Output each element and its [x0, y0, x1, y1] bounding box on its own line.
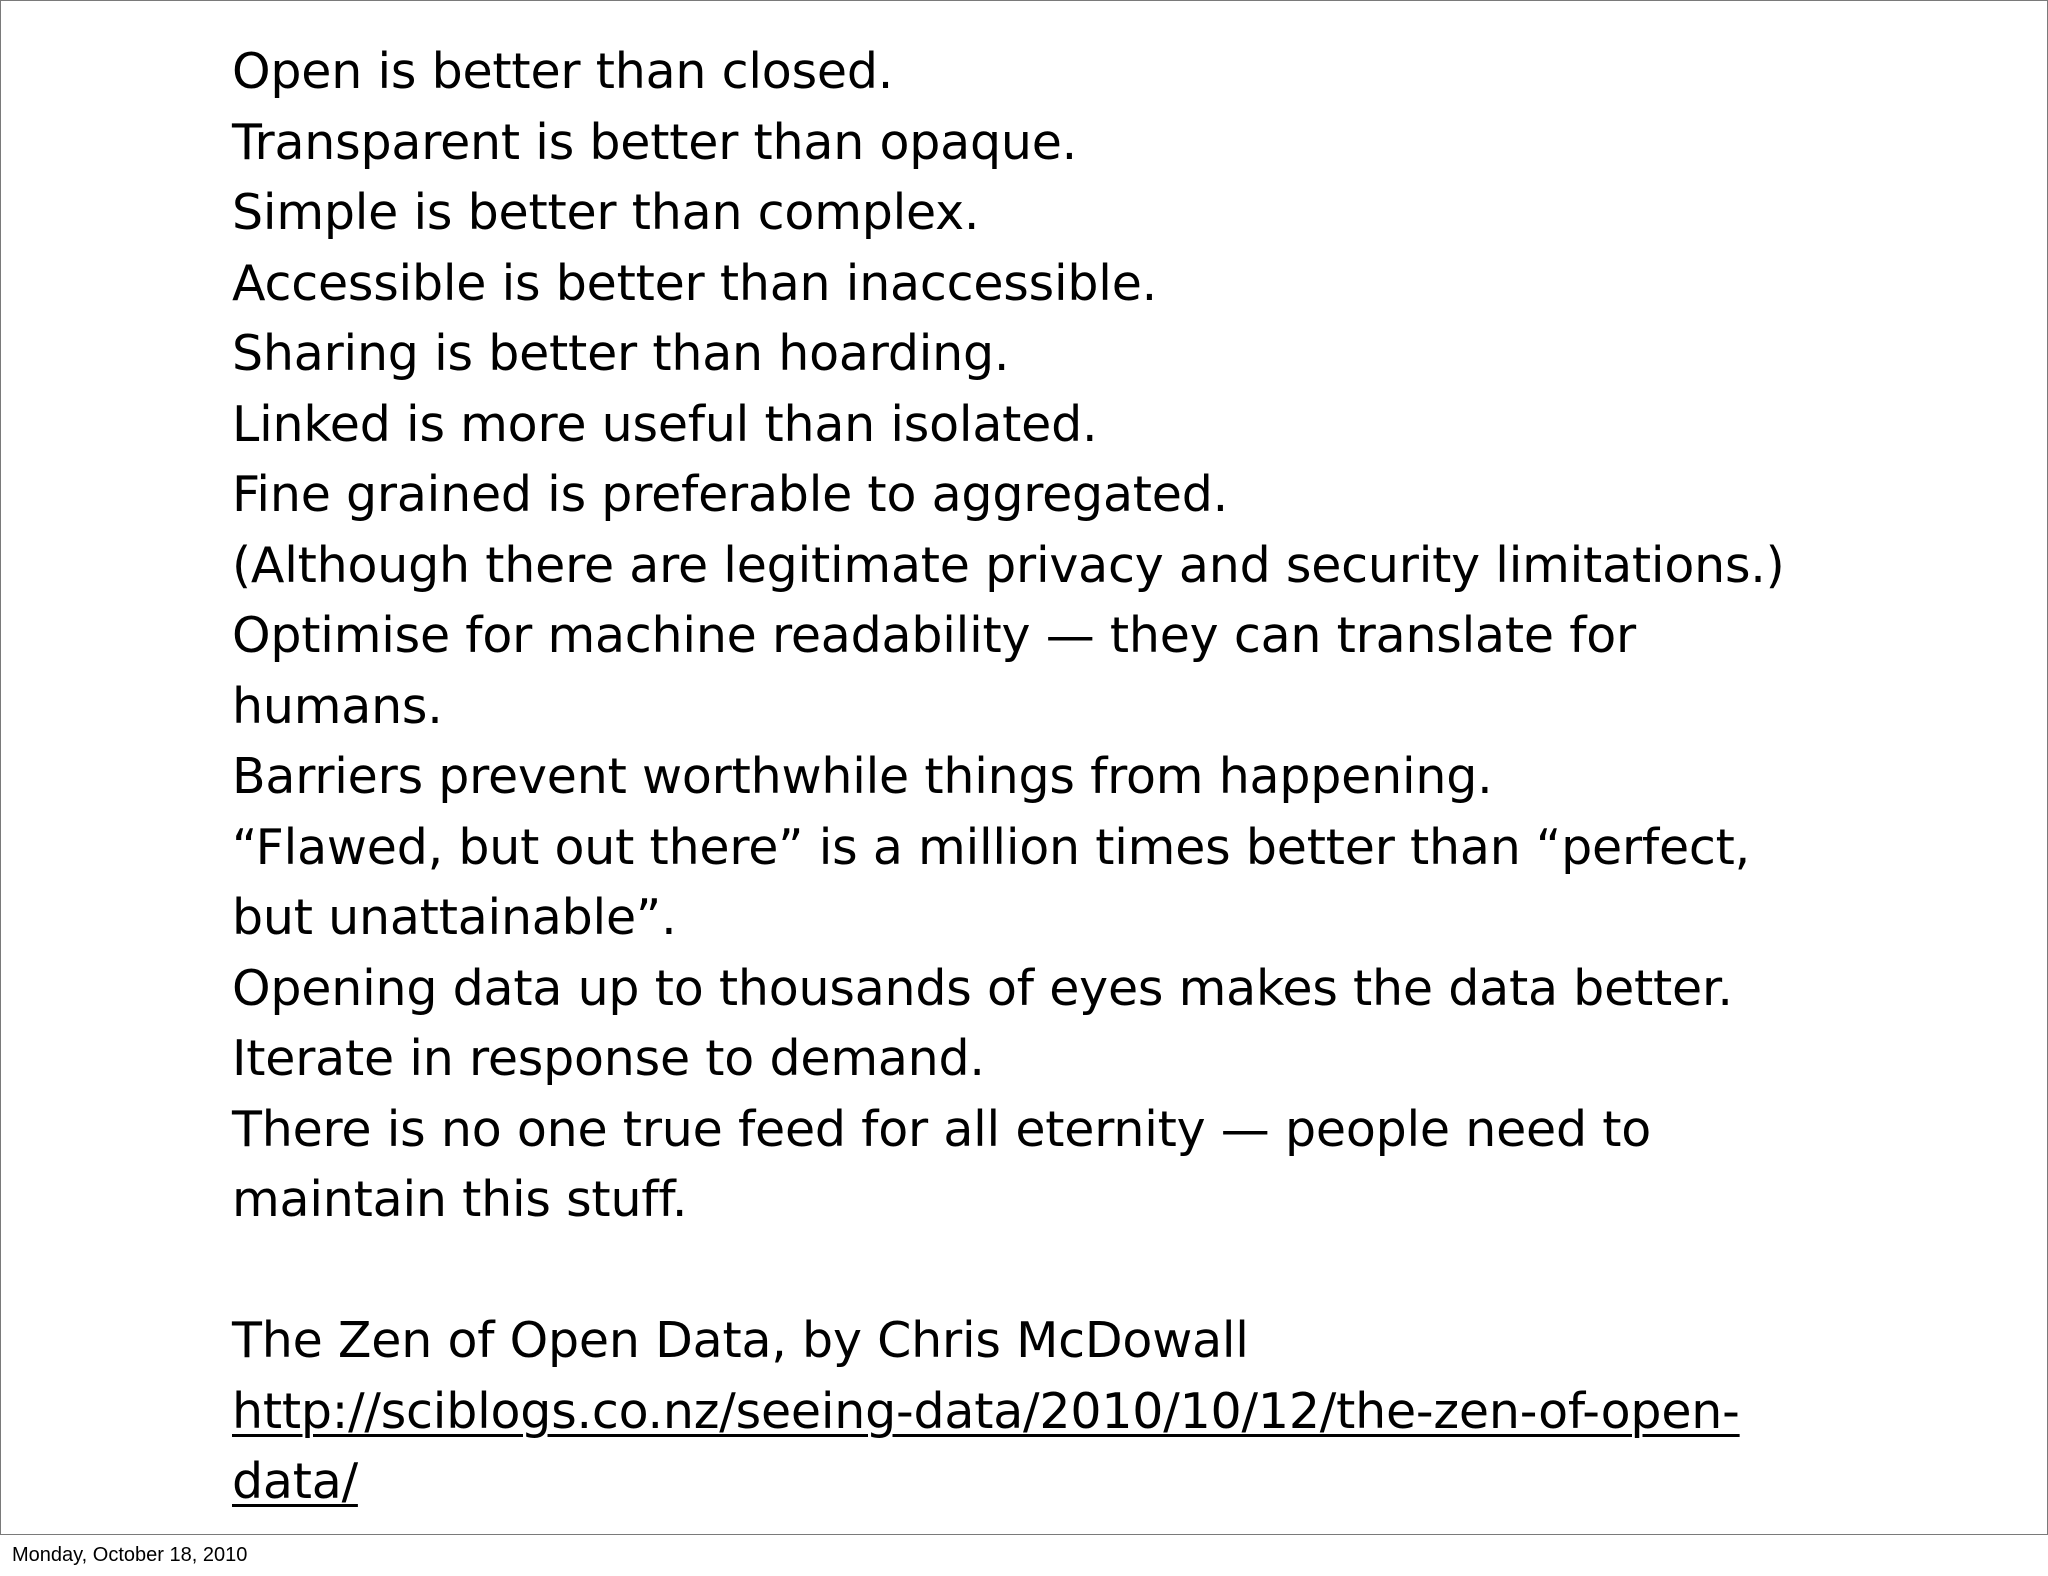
attribution: The Zen of Open Data, by Chris McDowall [232, 1312, 1249, 1369]
slide-content [232, 37, 1792, 1518]
principle-line: “Flawed, but out there” is a million times better than “perfect, [232, 818, 1751, 876]
source-link[interactable] [232, 1377, 1792, 1448]
principle-line: Optimise for machine readability — they can translate for [232, 607, 1636, 664]
principle-line: humans. [232, 677, 443, 735]
principle-line: Fine grained is preferable to aggregated. [232, 466, 1229, 523]
principle-line: Open is better than closed. [232, 43, 894, 100]
principle-line: Sharing is better than hoarding. [232, 325, 1010, 382]
principle-line: Transparent is better than opaque. [232, 113, 1078, 171]
principle-line: but unattainable”. [232, 889, 677, 946]
source-link-continued[interactable] [232, 1447, 1792, 1518]
principle-line: (Although there are legitimate privacy and security limitations.) [232, 536, 1785, 594]
footer-date: Monday, October 18, 2010 [12, 1544, 248, 1566]
source-link-line: data/ [232, 1453, 358, 1510]
principle-line: Simple is better than complex. [232, 184, 980, 241]
principle-line: Iterate in response to demand. [232, 1030, 985, 1087]
principle-line: There is no one true feed for all eternity — people need to [232, 1100, 1652, 1158]
blank-line [232, 1236, 1792, 1307]
principle-line: maintain this stuff. [232, 1171, 688, 1228]
principle-line: Barriers prevent worthwhile things from happening. [232, 748, 1493, 805]
principle-line: Accessible is better than inaccessible. [232, 254, 1158, 312]
principle-line: Opening data up to thousands of eyes makes the data better. [232, 959, 1733, 1017]
principle-line: Linked is more useful than isolated. [232, 395, 1098, 453]
source-link-line: http://sciblogs.co.nz/seeing-data/2010/10/12/the-zen-of-open- [232, 1382, 1740, 1440]
